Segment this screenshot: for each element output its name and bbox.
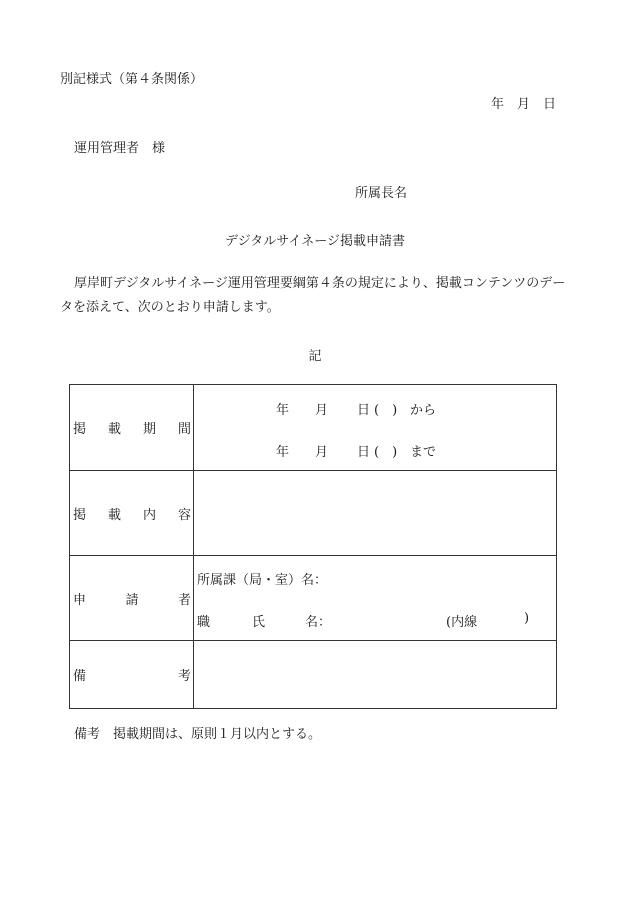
content-value-cell[interactable] [194, 471, 557, 556]
dept-line [194, 565, 556, 589]
to-month: 月 [315, 444, 329, 460]
table-row-remarks [70, 641, 557, 709]
date-line: 年 月 日 [490, 97, 556, 112]
content-label [70, 471, 194, 556]
label-char: 間 [177, 422, 191, 437]
from-day: 日 [357, 402, 371, 418]
table-row-period [70, 385, 557, 471]
dept-label: 所属課（局・室）名： [197, 573, 328, 588]
application-table [69, 384, 557, 709]
ki-heading: 記 [308, 349, 322, 364]
period-from-line [194, 395, 556, 419]
label-char: 期 [142, 422, 156, 437]
remarks-label [70, 641, 194, 709]
label-char: 者 [177, 592, 191, 608]
label-char: 容 [177, 507, 191, 523]
label-char: 掲 [73, 507, 87, 523]
to-year: 年 [276, 444, 290, 460]
label-char: 申 [73, 592, 87, 608]
to-suffix: まで [410, 444, 437, 460]
period-to-line [194, 437, 556, 461]
name-line [194, 607, 556, 631]
applicant-value-cell[interactable] [194, 556, 557, 641]
extension-open: (内線 [446, 615, 478, 630]
period-value-cell[interactable] [194, 385, 557, 471]
remarks-value-cell[interactable] [194, 641, 557, 709]
document-title: デジタルサイネージ掲載申請書 [225, 234, 405, 249]
from-weekday-paren: ( ) [374, 402, 398, 418]
to-weekday-paren: ( ) [374, 444, 398, 460]
addressee: 運用管理者 様 [74, 141, 166, 156]
table-row-applicant [70, 556, 557, 641]
label-char: 考 [177, 669, 191, 684]
from-year: 年 [276, 402, 290, 418]
period-label [70, 385, 194, 471]
from-month: 月 [315, 402, 329, 418]
label-char: 請 [125, 592, 139, 608]
form-identifier: 別記様式（第４条関係） [60, 72, 204, 87]
body-paragraph: 厚岸町デジタルサイネージ運用管理要綱第４条の規定により、掲載コンテンツのデータを添えて、次のとおり申請します。 [60, 276, 566, 315]
applicant-label [70, 556, 194, 641]
name-label-char: 職 [197, 615, 211, 630]
label-char: 掲 [73, 422, 87, 437]
name-label-char: 名： [305, 615, 332, 630]
label-char: 備 [73, 669, 87, 684]
table-row-content [70, 471, 557, 556]
label-char: 載 [107, 507, 121, 523]
name-label-char: 氏 [252, 615, 266, 630]
footnote: 備考 掲載期間は、原則１月以内とする。 [74, 727, 322, 742]
to-day: 日 [357, 444, 371, 460]
label-char: 内 [142, 507, 156, 523]
from-suffix: から [410, 402, 437, 418]
label-char: 載 [107, 422, 121, 437]
extension-close: ) [524, 611, 530, 626]
affiliation-head-name: 所属長名 [355, 186, 408, 201]
